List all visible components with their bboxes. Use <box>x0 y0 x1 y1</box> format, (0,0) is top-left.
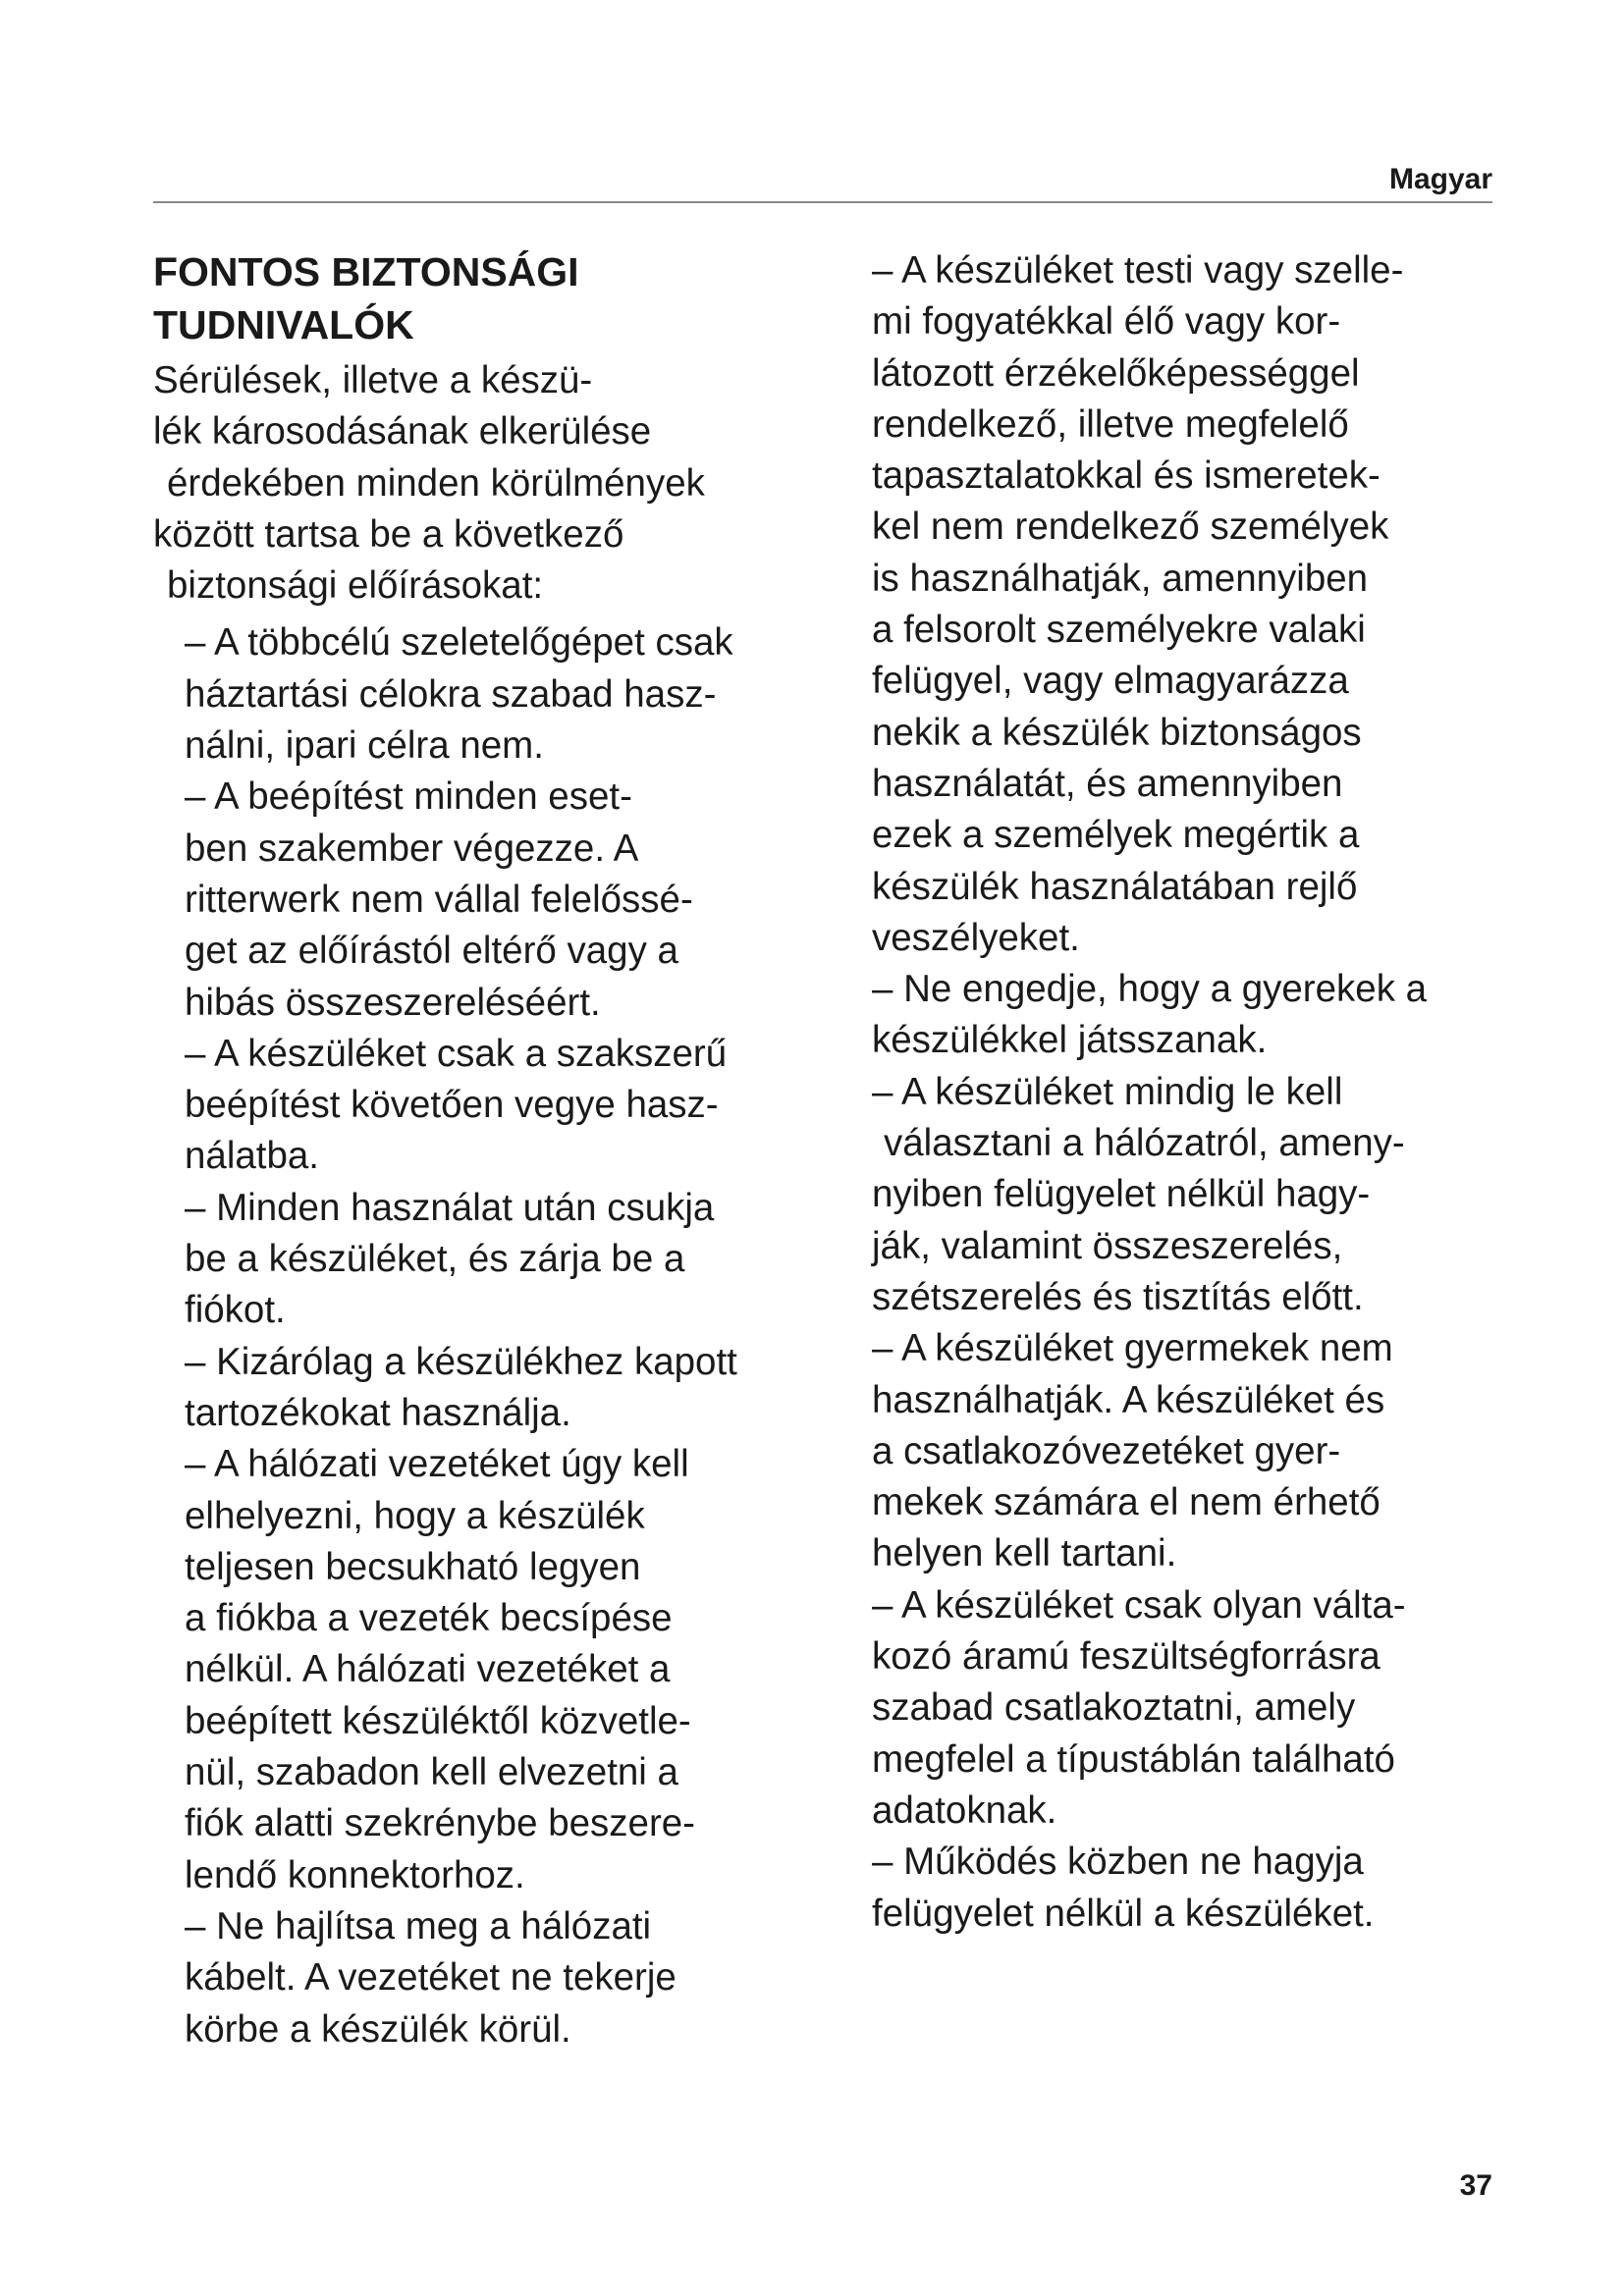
bullet-line: választani a hálózatról, ameny- <box>884 1122 1405 1165</box>
bullet-line: is használhatják, amennyiben <box>872 557 1369 600</box>
intro-line: Sérülések, illetve a készü- <box>153 359 593 401</box>
bullet-line: ezek a személyek megértik a <box>872 814 1360 857</box>
bullet-line: veszélyeket. <box>872 916 1080 959</box>
section-heading <box>153 245 840 351</box>
bullet-line: készülékkel játsszanak. <box>872 1019 1268 1062</box>
bullet-line: megfelel a típustáblán található <box>872 1737 1395 1781</box>
bullet-item <box>185 1183 840 1337</box>
left-bullet-list <box>153 617 840 2055</box>
bullet-line: ritterwerk nem vállal felelőssé- <box>185 878 693 921</box>
bullet-line: kozó áramú feszültségforrásra <box>872 1635 1380 1679</box>
bullet-line: get az előírástól eltérő vagy a <box>185 930 678 973</box>
bullet-line: – A beépítést minden eset- <box>185 775 632 819</box>
bullet-line: rendelkező, illetve megfelelő <box>872 402 1349 446</box>
bullet-line: – Minden használat után csukja <box>185 1186 715 1229</box>
bullet-line: – A készüléket csak olyan válta- <box>872 1583 1406 1627</box>
bullet-item <box>872 1837 1520 1940</box>
bullet-line: nálni, ipari célra nem. <box>185 724 544 768</box>
bullet-line: a csatlakozóvezetéket gyer- <box>872 1429 1341 1472</box>
intro-line: biztonsági előírásokat: <box>167 564 544 608</box>
bullet-line: nélkül. A hálózati vezetéket a <box>185 1648 671 1691</box>
bullet-line: fiók alatti szekrénybe beszere- <box>185 1802 695 1845</box>
bullet-line: lendő konnektorhoz. <box>185 1853 525 1896</box>
bullet-line: használhatják. A készüléket és <box>872 1378 1385 1421</box>
bullet-line: elhelyezni, hogy a készülék <box>185 1494 645 1537</box>
bullet-line: nálatba. <box>185 1135 320 1178</box>
bullet-line: beépített készüléktől közvetle- <box>185 1699 691 1742</box>
bullet-line: látozott érzékelőképességgel <box>872 351 1360 395</box>
heading-line: FONTOS BIZTONSÁGI <box>153 249 579 294</box>
left-column <box>153 245 840 2056</box>
bullet-line: kábelt. A vezetéket ne tekerje <box>185 1956 677 2000</box>
bullet-line: szabad csatlakoztatni, amely <box>872 1686 1356 1730</box>
bullet-line: be a készüléket, és zárja be a <box>185 1238 685 1281</box>
bullet-item <box>185 1337 840 1440</box>
bullet-line: helyen kell tartani. <box>872 1532 1177 1575</box>
intro-line: érdekében minden körülmények <box>167 461 705 505</box>
bullet-line: készülék használatában rejlő <box>872 865 1358 908</box>
language-label: Magyar <box>1388 163 1492 195</box>
bullet-line: – Ne engedje, hogy a gyerekek a <box>872 968 1428 1011</box>
bullet-item <box>872 1323 1520 1579</box>
bullet-line: használatát, és amennyiben <box>872 762 1343 805</box>
bullet-line: felügyelet nélkül a készüléket. <box>872 1892 1375 1935</box>
bullet-line: tartozékokat használja. <box>185 1391 571 1434</box>
bullet-line: – Ne hajlítsa meg a hálózati <box>185 1904 652 1948</box>
intro-line: között tartsa be a következő <box>153 512 624 556</box>
bullet-line: háztartási célokra szabad hasz- <box>185 672 717 716</box>
header-divider <box>153 201 1492 203</box>
bullet-line: felügyel, vagy elmagyarázza <box>872 660 1349 703</box>
heading-line: TUDNIVALÓK <box>153 302 414 347</box>
bullet-item <box>185 617 840 772</box>
page-number: 37 <box>1459 2169 1492 2202</box>
bullet-item <box>872 1580 1520 1837</box>
bullet-line: hibás összeszereléséért. <box>185 981 601 1024</box>
bullet-line: – Működés közben ne hagyja <box>872 1841 1364 1884</box>
bullet-item <box>185 1901 840 2056</box>
bullet-line: mekek számára el nem érhető <box>872 1481 1380 1524</box>
bullet-line: ják, valamint összeszerelés, <box>872 1224 1343 1267</box>
bullet-item <box>185 772 840 1028</box>
bullet-line: – A készüléket testi vagy szelle- <box>872 249 1404 292</box>
bullet-item <box>872 964 1520 1067</box>
bullet-item <box>185 1029 840 1183</box>
bullet-line: – A hálózati vezetéket úgy kell <box>185 1443 689 1486</box>
bullet-line: – A készüléket mindig le kell <box>872 1070 1343 1113</box>
bullet-line: adatoknak. <box>872 1789 1057 1832</box>
bullet-line: teljesen becsukható legyen <box>185 1545 641 1588</box>
bullet-line: ben szakember végezze. A <box>185 827 639 870</box>
bullet-line: körbe a készülék körül. <box>185 2007 571 2051</box>
bullet-line: – A készüléket gyermekek nem <box>872 1327 1393 1370</box>
bullet-line: nekik a készülék biztonságos <box>872 711 1362 754</box>
bullet-line: nül, szabadon kell elvezetni a <box>185 1751 678 1794</box>
bullet-item <box>872 1067 1520 1323</box>
bullet-line: beépítést követően vegye hasz- <box>185 1084 719 1127</box>
bullet-line: fiókot. <box>185 1289 286 1332</box>
bullet-line: – A többcélú szeletelőgépet csak <box>185 621 733 665</box>
bullet-item <box>872 245 1520 964</box>
bullet-line: mi fogyatékkal élő vagy kor- <box>872 300 1341 344</box>
right-column <box>872 245 1520 1940</box>
bullet-line: tapasztalatokkal és ismeretek- <box>872 454 1380 498</box>
bullet-line: a fiókba a vezeték becsípése <box>185 1597 673 1640</box>
bullet-line: nyiben felügyelet nélkül hagy- <box>872 1173 1371 1216</box>
bullet-item <box>185 1439 840 1901</box>
bullet-line: – A készüléket csak a szakszerű <box>185 1032 728 1075</box>
bullet-line: a felsorolt személyekre valaki <box>872 609 1366 652</box>
intro-line: lék károsodásának elkerülése <box>153 410 652 454</box>
intro-paragraph <box>153 355 840 612</box>
bullet-line: – Kizárólag a készülékhez kapott <box>185 1340 737 1383</box>
bullet-line: szétszerelés és tisztítás előtt. <box>872 1275 1364 1318</box>
bullet-line: kel nem rendelkező személyek <box>872 506 1389 549</box>
